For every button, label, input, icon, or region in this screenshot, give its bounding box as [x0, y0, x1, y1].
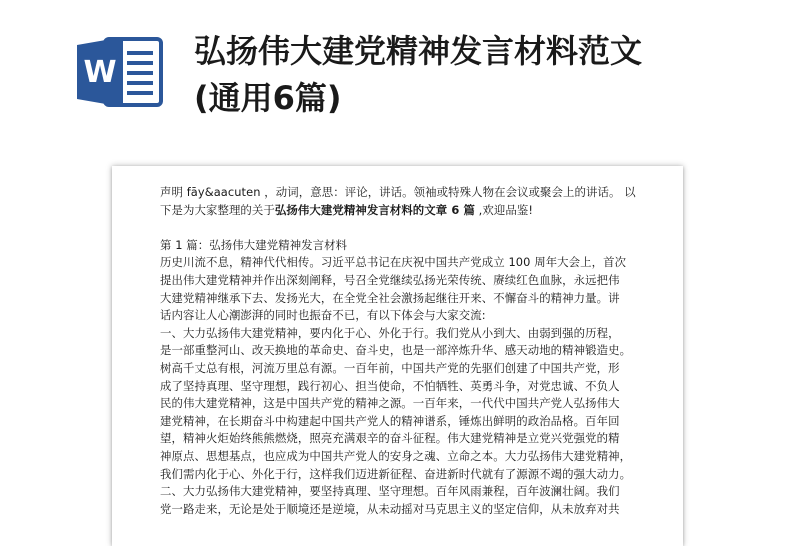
paragraph-gap [160, 219, 656, 237]
body-line: 民的伟大建党精神，这是中国共产党的精神之源。一百年来，一代代中国共产党人弘扬伟大 [160, 396, 620, 411]
body-line: 话内容让人心潮澎湃的同时也振奋不已，有以下体会与大家交流: [160, 308, 486, 323]
body-line: 成了坚持真理、坚守理想，践行初心、担当使命，不怕牺牲、英勇斗争，对党忠诚、不负人 [160, 378, 620, 393]
intro-line-2 [160, 202, 656, 220]
intro-bold-title: 弘扬伟大建党精神发言材料的文章 6 篇 [274, 202, 475, 217]
word-icon [77, 35, 163, 109]
body-line: 建党精神，在长期奋斗中构建起中国共产党人的精神谱系，锤炼出鲜明的政治品格。百年回 [160, 413, 620, 428]
intro-post: ,欢迎品鉴! [474, 202, 534, 217]
title-line-2: (通用6篇) [194, 79, 342, 117]
document-title [194, 28, 774, 122]
page-body [160, 184, 656, 518]
body-line: 望，精神火炬始终熊熊燃烧，照亮充满艰辛的奋斗征程。伟大建党精神是立党兴党强党的精 [160, 431, 620, 446]
word-icon-letter: W [83, 55, 117, 90]
body-line: 神原点、思想基点，也应成为中国共产党人的安身之魂、立命之本。大力弘扬伟大建党精神， [160, 448, 632, 463]
body-line: 二、大力弘扬伟大建党精神，要坚持真理、坚守理想。百年风雨兼程，百年波澜壮阔。我们 [160, 484, 620, 499]
title-line-1: 弘扬伟大建党精神发言材料范文 [194, 32, 643, 70]
body-line: 我们需内化于心、外化于行，这样我们迈进新征程、奋进新时代就有了源源不竭的强大动力。 [160, 466, 632, 481]
body-line: 树高千丈总有根，河流万里总有源。一百年前，中国共产党的先驱们创建了中国共产党，形 [160, 360, 620, 375]
intro-line-1: 声明 fāy&aacuten ，动词，意思：评论，讲话。领袖或特殊人物在会议或聚会上的讲话。 以 [160, 185, 636, 199]
section-heading: 第 1 篇：弘扬伟大建党精神发言材料 [160, 237, 348, 252]
body-line: 历史川流不息，精神代代相传。习近平总书记在庆祝中国共产党成立 100 周年大会上，首次 [160, 255, 627, 270]
body-line: 一、大力弘扬伟大建党精神，要内化于心、外化于行。我们党从小到大、由弱到强的历程， [160, 325, 620, 340]
body-line: 党一路走来，无论是处于顺境还是逆境，从未动摇对马克思主义的坚定信仰，从未放弃对共 [160, 501, 620, 516]
body-line: 是一部重整河山、改天换地的革命史、奋斗史，也是一部淬炼升华、感天动地的精神锻造史。 [160, 343, 632, 358]
intro-pre: 下是为大家整理的关于 [160, 202, 275, 217]
document-page [112, 166, 683, 546]
body-line: 提出伟大建党精神并作出深刻阐释，号召全党继续弘扬光荣传统、赓续红色血脉，永远把伟 [160, 272, 620, 287]
body-line: 大建党精神继承下去、发扬光大，在全党全社会激扬起继往开来、不懈奋斗的精神力量。讲 [160, 290, 620, 305]
